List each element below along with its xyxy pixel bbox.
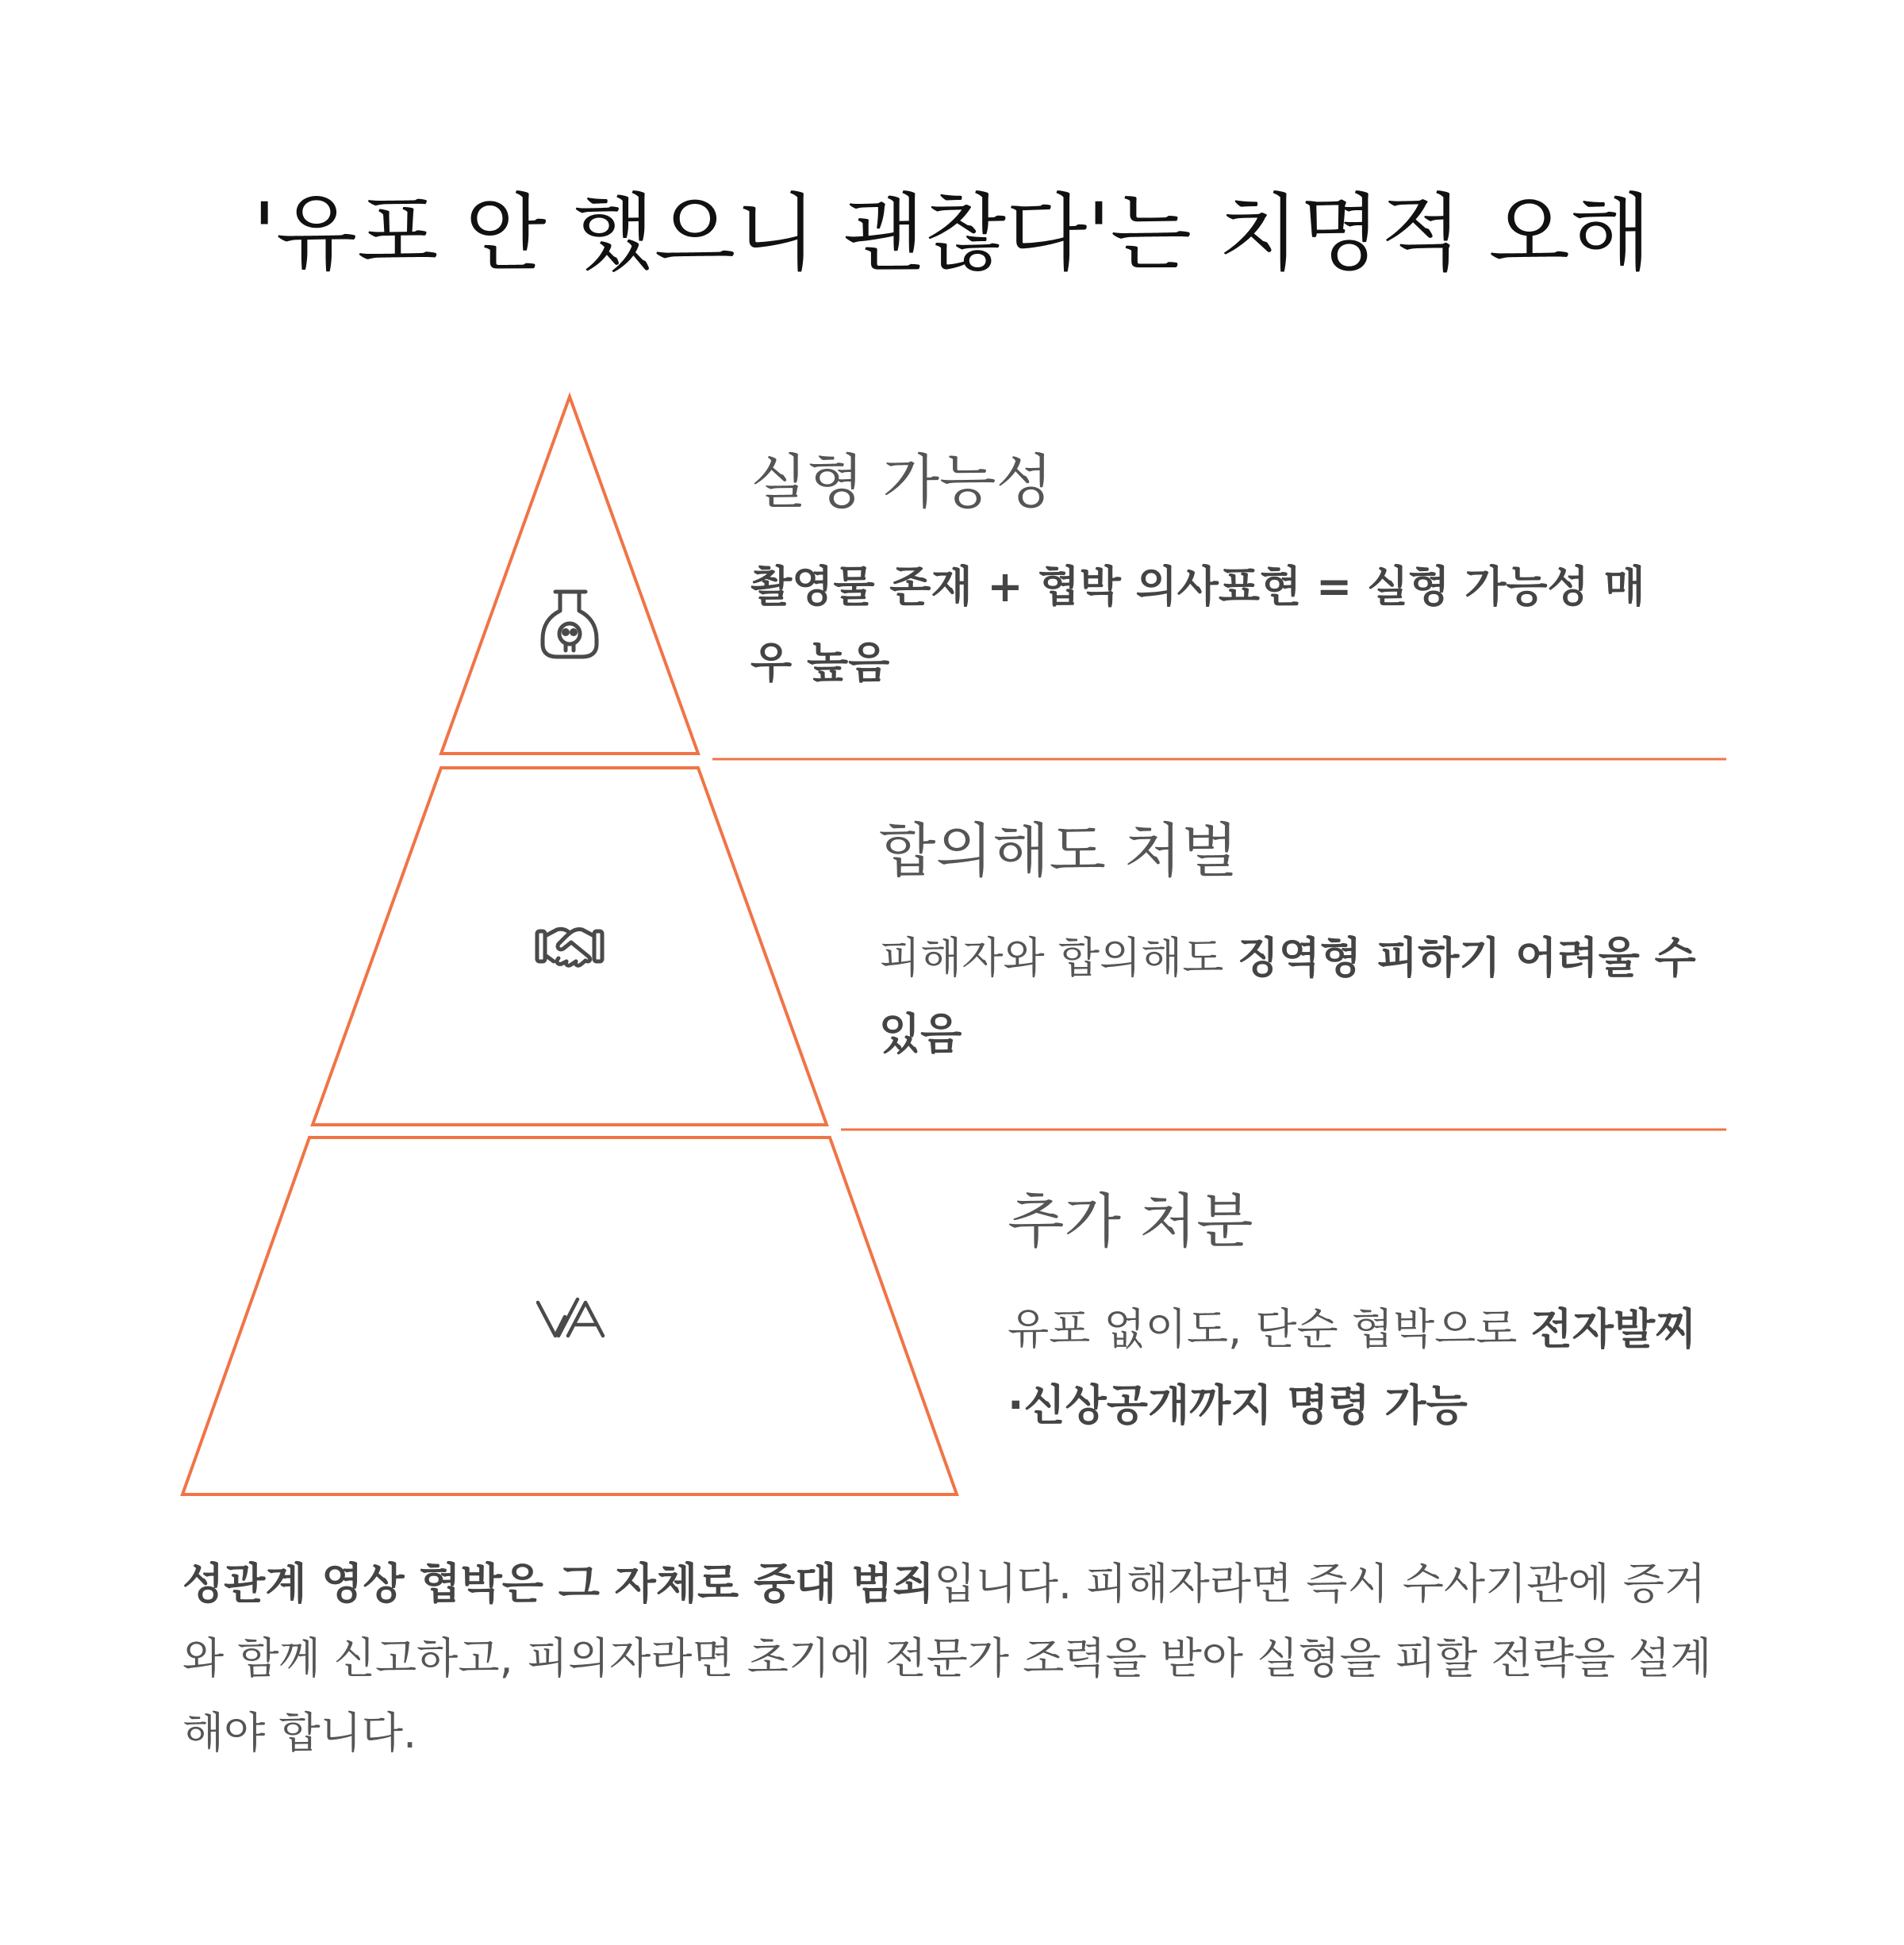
tier-heading-1: 실형 가능성 [750,448,1053,516]
tier-description-3-bold: 전자발찌·신상공개까지 명령 가능 [1008,1304,1697,1430]
tier-heading-3: 추가 처분 [1008,1187,1253,1256]
summary-bold: 성관계 영상 협박은 그 자체로 중대 범죄 [182,1559,935,1609]
pyramid-tier-middle [313,768,827,1125]
poison-flask-icon [543,592,597,657]
va-letters-icon [538,1299,603,1336]
tier-description-3 [1008,1291,1706,1444]
summary-plain: 입니다. 피해자라면 즉시 수사기관에 증거와 함께 신고하고, 피의자라면 초기에 전문가 조력을 받아 실형을 피할 전략을 설계해야 합니다. [182,1559,1712,1758]
page-title: '유포 안 했으니 괜찮다'는 치명적 오해 [252,185,1652,282]
tier-description-2 [879,920,1696,1072]
tier-description-3-plain: 유포 없이도, 단순 협박으로 [1008,1304,1531,1354]
pyramid-tier-top [441,397,698,754]
tier-description-2-plain: 피해자와 합의해도 [879,933,1238,983]
handshake-icon [537,929,602,965]
tier-description-1 [750,549,1663,701]
tier-description-2-bold: 징역형 피하기 어려울 수 있음 [879,933,1696,1059]
summary-paragraph [182,1547,1729,1770]
tier-heading-2: 합의해도 처벌 [879,817,1238,885]
tier-description-1-bold: 촬영물 존재 + 협박 의사표현 = 실형 가능성 매우 높음 [750,562,1645,688]
